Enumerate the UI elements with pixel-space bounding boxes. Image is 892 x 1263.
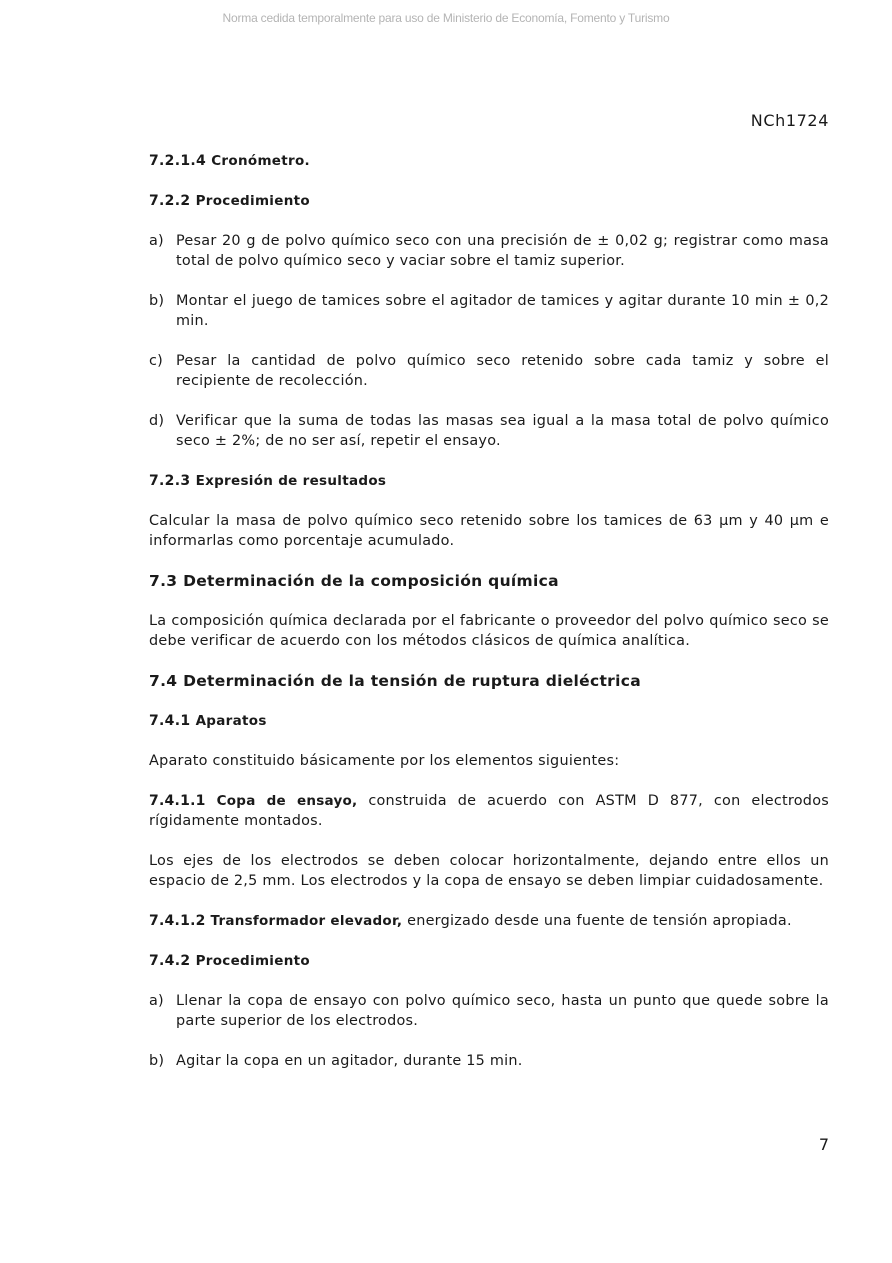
section-title: Aparatos (195, 713, 267, 729)
section-title: Procedimiento (195, 953, 310, 969)
paragraph-text: construida de acuerdo con ASTM D 877, con electrodos rígidamente montados. (149, 793, 829, 829)
section-title: Procedimiento (195, 193, 310, 209)
paragraph: Aparato constituido básicamente por los elementos siguientes: (149, 753, 620, 769)
list-item (149, 1051, 829, 1071)
section-number: 7.3 (149, 572, 178, 590)
section-number: 7.4.1 (149, 713, 191, 729)
list-label: b) (149, 293, 165, 309)
section-title: Cronómetro. (211, 153, 310, 169)
paragraph-text: energizado desde una fuente de tensión apropiada. (407, 913, 792, 929)
list-label: a) (149, 993, 164, 1009)
heading-7-2-3 (149, 471, 829, 491)
section-number: 7.4.2 (149, 953, 191, 969)
heading-7-2-1-4 (149, 151, 829, 171)
section-number: 7.4.1.2 (149, 913, 206, 929)
list-label: a) (149, 233, 164, 249)
page-content (149, 151, 829, 1091)
section-number: 7.2.2 (149, 193, 191, 209)
section-title: Determinación de la composición química (183, 572, 559, 590)
list-text: Agitar la copa en un agitador, durante 15 min. (176, 1053, 523, 1069)
page-number: 7 (818, 1135, 829, 1154)
heading-7-2-2 (149, 191, 829, 211)
section-number: 7.4 (149, 672, 178, 690)
list-text: Verificar que la suma de todas las masas sea igual a la masa total de polvo químico seco ± 2%; de no ser así, repetir el ensayo. (176, 413, 829, 449)
watermark: Norma cedida temporalmente para uso de Ministerio de Economía, Fomento y Turismo (222, 11, 670, 25)
section-title: Expresión de resultados (195, 473, 387, 489)
list-label: d) (149, 413, 165, 429)
section-number: 7.2.3 (149, 473, 191, 489)
list-item (149, 991, 829, 1031)
list-label: c) (149, 353, 163, 369)
list-text: Montar el juego de tamices sobre el agitador de tamices y agitar durante 10 min ± 0,2 min. (176, 293, 829, 329)
heading-7-4-1 (149, 711, 829, 731)
paragraph-7-4-1-1 (149, 791, 829, 831)
section-number: 7.4.1.1 (149, 793, 206, 809)
paragraph: La composición química declarada por el fabricante o proveedor del polvo químico seco se debe verificar de acuerdo con los métodos clásicos de química analítica. (149, 613, 829, 649)
list-item (149, 351, 829, 391)
document-code: NCh1724 (750, 111, 829, 130)
heading-7-4 (149, 671, 829, 691)
list-text: Pesar la cantidad de polvo químico seco retenido sobre cada tamiz y sobre el recipiente de recolección. (176, 353, 829, 389)
section-number: 7.2.1.4 (149, 153, 207, 169)
paragraph: Calcular la masa de polvo químico seco retenido sobre los tamices de 63 µm y 40 µm e informarlas como porcentaje acumulado. (149, 513, 829, 549)
paragraph-7-4-1-2 (149, 911, 829, 931)
list-text: Pesar 20 g de polvo químico seco con una precisión de ± 0,02 g; registrar como masa total de polvo químico seco y vaciar sobre el tamiz superior. (176, 233, 829, 269)
heading-7-3 (149, 571, 829, 591)
list-text: Llenar la copa de ensayo con polvo químico seco, hasta un punto que quede sobre la parte superior de los electrodos. (176, 993, 829, 1029)
list-item (149, 291, 829, 331)
list-item (149, 231, 829, 271)
section-title: Determinación de la tensión de ruptura dieléctrica (183, 672, 641, 690)
paragraph: Los ejes de los electrodos se deben colocar horizontalmente, dejando entre ellos un espacio de 2,5 mm. Los electrodos y la copa de ensayo se deben limpiar cuidadosamente. (149, 853, 829, 889)
section-title: Copa de ensayo, (216, 793, 358, 809)
list-label: b) (149, 1053, 165, 1069)
heading-7-4-2 (149, 951, 829, 971)
section-title: Transformador elevador, (210, 913, 403, 929)
list-item (149, 411, 829, 451)
